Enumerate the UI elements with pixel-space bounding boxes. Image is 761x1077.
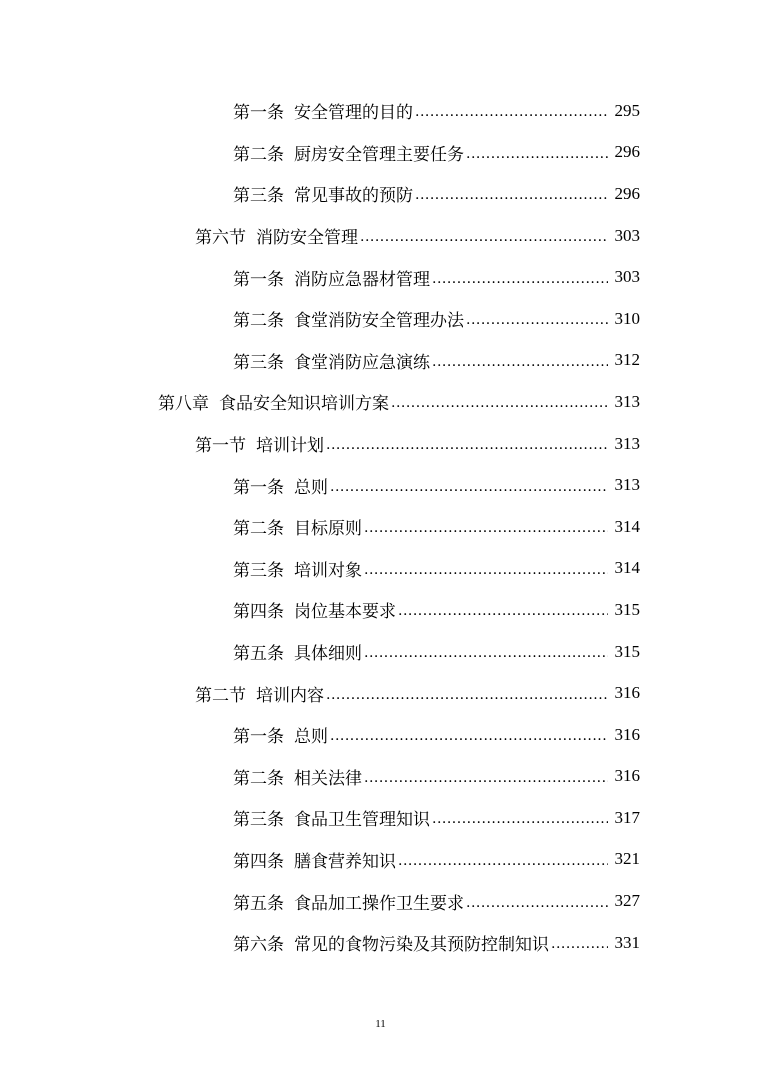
toc-entry-article[interactable] — [0, 548, 761, 590]
dot-leader — [364, 560, 608, 577]
toc-entry-page: 296 — [614, 142, 640, 162]
dot-leader — [432, 352, 608, 369]
toc-entry-number: 第一条 — [233, 477, 284, 498]
toc-entry-title: 具体细则 — [294, 644, 362, 665]
dot-leader — [330, 477, 608, 494]
toc-entry-page: 296 — [614, 183, 640, 203]
toc-entry-title: 岗位基本要求 — [294, 602, 396, 623]
toc-entry-article[interactable] — [0, 298, 761, 340]
toc-entry-article[interactable] — [0, 631, 761, 673]
toc-entry-article[interactable] — [0, 880, 761, 922]
toc-entry-number: 第一条 — [233, 103, 284, 124]
toc-entry-title: 总则 — [294, 727, 328, 748]
toc-entry-title: 食堂消防安全管理办法 — [294, 311, 464, 332]
toc-entry-number: 第三条 — [233, 560, 284, 581]
toc-entry-page: 310 — [614, 308, 640, 328]
toc-entry-title: 常见的食物污染及其预防控制知识 — [294, 935, 549, 956]
dot-leader — [415, 102, 608, 119]
dot-leader — [360, 227, 608, 244]
toc-entry-page: 303 — [614, 267, 640, 287]
toc-entry-number: 第四条 — [233, 602, 284, 623]
toc-entry-title: 目标原则 — [294, 519, 362, 540]
toc-entry-title: 培训内容 — [256, 685, 324, 706]
toc-entry-article[interactable] — [0, 797, 761, 839]
dot-leader — [432, 809, 608, 826]
toc-entry-article[interactable] — [0, 922, 761, 964]
dot-leader — [326, 685, 608, 702]
toc-entry-page: 316 — [614, 766, 640, 786]
dot-leader — [466, 144, 608, 161]
toc-entry-page: 313 — [614, 391, 640, 411]
page-number: 11 — [375, 1018, 386, 1030]
toc-entry-number: 第二条 — [233, 519, 284, 540]
dot-leader — [466, 310, 608, 327]
toc-entry-page: 315 — [614, 641, 640, 661]
toc-entry-article[interactable] — [0, 839, 761, 881]
toc-entry-title: 食品卫生管理知识 — [294, 810, 430, 831]
toc-entry-page: 314 — [614, 558, 640, 578]
toc-entry-chapter[interactable] — [0, 381, 761, 423]
toc-entry-title: 厨房安全管理主要任务 — [294, 144, 464, 165]
toc-entry-page: 295 — [614, 100, 640, 120]
toc-entry-page: 331 — [614, 932, 640, 952]
dot-leader — [364, 768, 608, 785]
dot-leader — [391, 393, 608, 410]
toc-entry-title: 总则 — [294, 477, 328, 498]
toc-entry-page: 313 — [614, 433, 640, 453]
toc-entry-title: 安全管理的目的 — [294, 103, 413, 124]
toc-entry-article[interactable] — [0, 256, 761, 298]
toc-entry-number: 第一条 — [233, 269, 284, 290]
toc-entry-number: 第二条 — [233, 311, 284, 332]
toc-entry-title: 膳食营养知识 — [294, 851, 396, 872]
toc-entry-title: 培训对象 — [294, 560, 362, 581]
toc-entry-section[interactable] — [0, 423, 761, 465]
toc-entry-page: 317 — [614, 807, 640, 827]
toc-entry-title: 食品加工操作卫生要求 — [294, 893, 464, 914]
toc-entry-section[interactable] — [0, 672, 761, 714]
dot-leader — [432, 269, 608, 286]
toc-entry-title: 相关法律 — [294, 768, 362, 789]
toc-entry-page: 315 — [614, 599, 640, 619]
toc-entry-number: 第六条 — [233, 935, 284, 956]
toc-entry-number: 第五条 — [233, 893, 284, 914]
toc-entry-title: 常见事故的预防 — [294, 186, 413, 207]
dot-leader — [398, 601, 608, 618]
toc-entry-number: 第一条 — [233, 727, 284, 748]
toc-entry-number: 第八章 — [158, 394, 209, 415]
toc-entry-article[interactable] — [0, 506, 761, 548]
toc-entry-article[interactable] — [0, 90, 761, 132]
toc-entry-number: 第三条 — [233, 810, 284, 831]
toc-entry-number: 第二条 — [233, 768, 284, 789]
toc-entry-page: 327 — [614, 891, 640, 911]
toc-entry-page: 316 — [614, 724, 640, 744]
toc-entry-title: 消防安全管理 — [256, 228, 358, 249]
dot-leader — [466, 893, 608, 910]
toc-entry-number: 第二条 — [233, 144, 284, 165]
toc-entry-number: 第五条 — [233, 644, 284, 665]
toc-entry-article[interactable] — [0, 464, 761, 506]
toc-entry-article[interactable] — [0, 132, 761, 174]
toc-entry-title: 培训计划 — [256, 436, 324, 457]
table-of-contents — [0, 90, 761, 963]
toc-entry-number: 第六节 — [195, 228, 246, 249]
dot-leader — [415, 185, 608, 202]
toc-entry-number: 第二节 — [195, 685, 246, 706]
toc-entry-number: 第三条 — [233, 352, 284, 373]
dot-leader — [330, 726, 608, 743]
toc-entry-page: 314 — [614, 516, 640, 536]
dot-leader — [364, 643, 608, 660]
toc-entry-article[interactable] — [0, 589, 761, 631]
dot-leader — [326, 435, 608, 452]
dot-leader — [364, 518, 608, 535]
toc-entry-article[interactable] — [0, 340, 761, 382]
toc-entry-page: 316 — [614, 683, 640, 703]
toc-entry-number: 第三条 — [233, 186, 284, 207]
toc-entry-title: 消防应急器材管理 — [294, 269, 430, 290]
toc-entry-article[interactable] — [0, 173, 761, 215]
toc-entry-number: 第四条 — [233, 851, 284, 872]
toc-entry-page: 313 — [614, 475, 640, 495]
toc-entry-title: 食堂消防应急演练 — [294, 352, 430, 373]
toc-entry-article[interactable] — [0, 756, 761, 798]
toc-entry-number: 第一节 — [195, 436, 246, 457]
toc-entry-page: 312 — [614, 350, 640, 370]
toc-entry-page: 321 — [614, 849, 640, 869]
toc-entry-title: 食品安全知识培训方案 — [219, 394, 389, 415]
toc-entry-article[interactable] — [0, 714, 761, 756]
toc-entry-page: 303 — [614, 225, 640, 245]
toc-entry-section[interactable] — [0, 215, 761, 257]
dot-leader — [551, 934, 608, 951]
dot-leader — [398, 851, 608, 868]
